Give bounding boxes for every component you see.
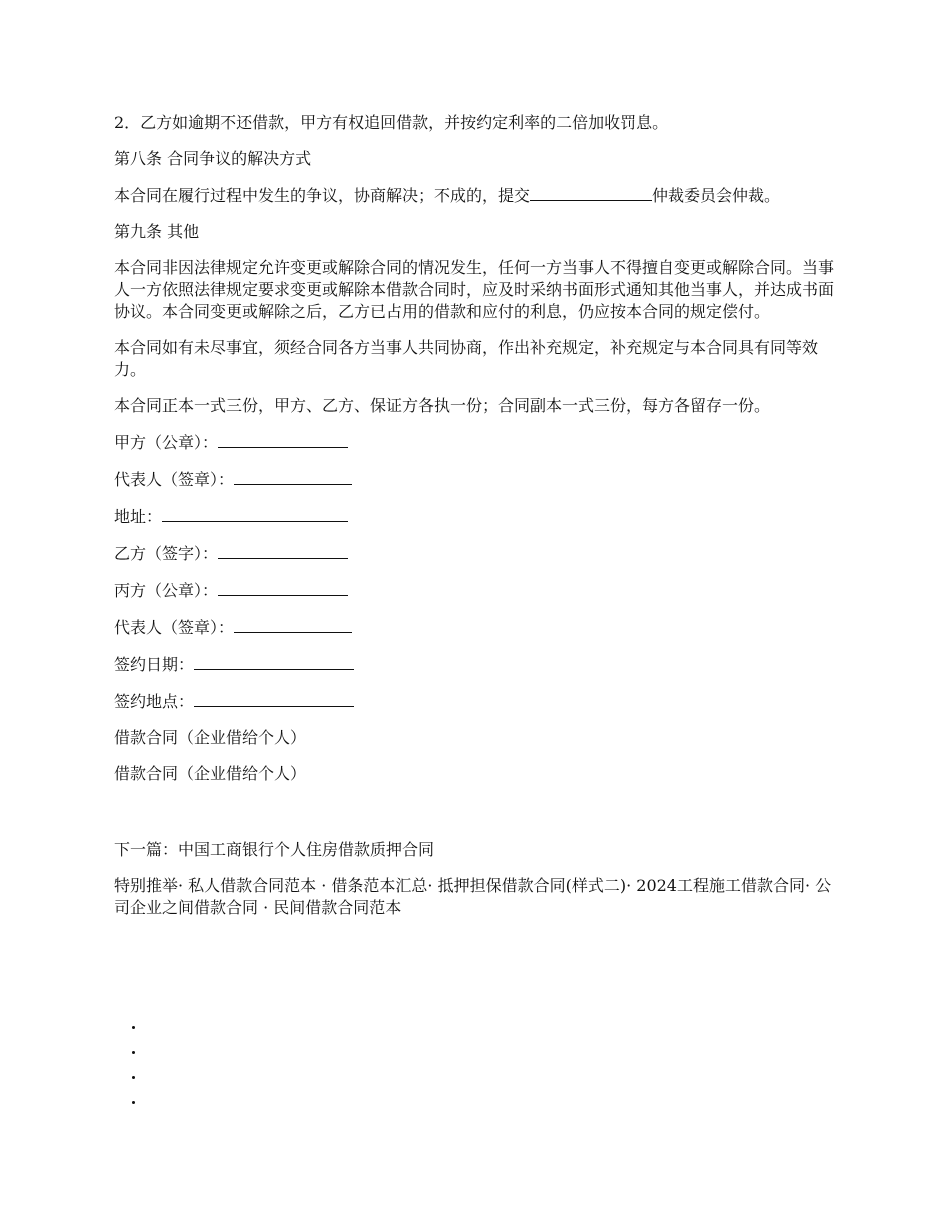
signature-place bbox=[114, 690, 840, 713]
signature-label: 签约日期： bbox=[114, 655, 195, 674]
signature-blank[interactable] bbox=[218, 431, 348, 448]
article-8-title: 第八条 合同争议的解决方式 bbox=[114, 149, 312, 168]
signature-representative-2 bbox=[114, 616, 840, 639]
bullet-dot bbox=[132, 1076, 135, 1079]
recommended-links[interactable]: 特别推举· 私人借款合同范本 · 借条范本汇总· 抵押担保借款合同(样式二)· 2024工程施工借款合同· 公司企业之间借款合同 · 民间借款合同范本 bbox=[114, 876, 832, 917]
signature-blank[interactable] bbox=[234, 468, 352, 485]
article-9-para-3: 本合同正本一式三份，甲方、乙方、保证方各执一份；合同副本一式三份，每方各留存一份。 bbox=[114, 396, 771, 415]
signature-blank[interactable] bbox=[162, 505, 348, 522]
bullet-dot bbox=[132, 1026, 135, 1029]
signature-blank[interactable] bbox=[218, 579, 348, 596]
article-8-body bbox=[114, 184, 840, 207]
signature-label: 甲方（公章）： bbox=[114, 433, 219, 452]
bullet-dot bbox=[132, 1101, 135, 1104]
signature-label: 代表人（签章）： bbox=[114, 470, 235, 489]
article-9-para-2: 本合同如有未尽事宜，须经合同各方当事人共同协商，作出补充规定，补充规定与本合同具有同等效力。 bbox=[114, 338, 819, 379]
arbitration-blank[interactable] bbox=[530, 184, 652, 201]
signature-label: 代表人（签章）： bbox=[114, 618, 235, 637]
article-8-body-b: 仲裁委员会仲裁。 bbox=[652, 186, 781, 205]
next-article-link[interactable]: 下一篇：中国工商银行个人住房借款质押合同 bbox=[114, 840, 435, 859]
signature-blank[interactable] bbox=[194, 653, 354, 670]
signature-blank[interactable] bbox=[218, 542, 348, 559]
bullet-dot bbox=[132, 1051, 135, 1054]
signature-representative-1 bbox=[114, 468, 840, 491]
contract-title-2: 借款合同（企业借给个人） bbox=[114, 764, 307, 783]
signature-label: 乙方（签字）： bbox=[114, 544, 219, 563]
signature-address bbox=[114, 505, 840, 528]
signature-label: 签约地点： bbox=[114, 692, 195, 711]
signature-party-a bbox=[114, 431, 840, 454]
spacer bbox=[114, 799, 840, 839]
footer-links bbox=[114, 839, 840, 919]
signature-blank[interactable] bbox=[194, 690, 354, 707]
signature-label: 丙方（公章）： bbox=[114, 581, 219, 600]
clause-2: 2．乙方如逾期不还借款，甲方有权追回借款，并按约定利率的二倍加收罚息。 bbox=[114, 113, 669, 132]
signature-blank[interactable] bbox=[234, 616, 352, 633]
signature-party-c bbox=[114, 579, 840, 602]
article-9-title: 第九条 其他 bbox=[114, 222, 200, 241]
signature-party-b bbox=[114, 542, 840, 565]
contract-title-1: 借款合同（企业借给个人） bbox=[114, 728, 307, 747]
signature-label: 地址： bbox=[114, 507, 163, 526]
document-body bbox=[114, 112, 840, 933]
article-9-para-1: 本合同非因法律规定允许变更或解除合同的情况发生，任何一方当事人不得擅自变更或解除合同。当事人一方依照法律规定要求变更或解除本借款合同时，应及时采纳书面形式通知其他当事人，并达成书面协议。本合同变更或解除之后，乙方已占用的借款和应付的利息，仍应按本合同的规定偿付。 bbox=[114, 258, 835, 321]
article-8-body-a: 本合同在履行过程中发生的争议，协商解决；不成的，提交 bbox=[114, 186, 531, 205]
signature-date bbox=[114, 653, 840, 676]
